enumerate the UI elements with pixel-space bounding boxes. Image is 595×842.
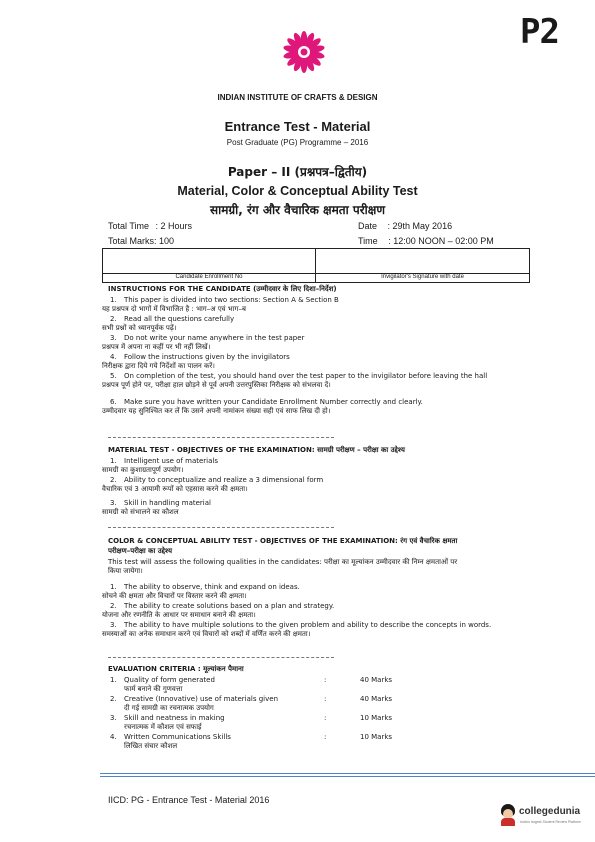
evaluation-heading: EVALUATION CRITERIA : मूल्यांकन पैमाना bbox=[108, 665, 244, 673]
signature-field[interactable] bbox=[316, 249, 527, 272]
watermark-tagline: India's largest Student Review Platform bbox=[520, 820, 581, 824]
item-text-en: Skill and neatness in making bbox=[124, 714, 225, 722]
item-text-hi: सोचने की क्षमता और विचारों पर विस्तार करने की क्षमता। bbox=[102, 592, 247, 600]
item-text-en: Do not write your name anywhere in the test paper bbox=[124, 334, 305, 342]
color-item bbox=[102, 621, 530, 639]
item-text-en: The ability to create solutions based on a plan and strategy. bbox=[124, 602, 335, 610]
item-marks: 40 Marks bbox=[360, 676, 393, 684]
item-number: 4. bbox=[110, 733, 117, 741]
item-text-en: The ability to observe, think and expand on ideas. bbox=[124, 583, 300, 591]
evaluation-item bbox=[110, 733, 530, 751]
item-text-hi: सामग्री का कुशाग्रतापूर्ण उपयोग। bbox=[102, 466, 184, 474]
collegedunia-watermark bbox=[498, 802, 595, 832]
programme: Post Graduate (PG) Programme – 2016 bbox=[226, 138, 369, 147]
item-number: 1. bbox=[110, 583, 117, 591]
iicd-logo-icon bbox=[282, 30, 326, 74]
item-text-en: Written Communications Skills bbox=[124, 733, 231, 741]
item-text-hi: फार्म बनाने की गुणवत्ता bbox=[124, 685, 183, 693]
material-heading: MATERIAL TEST - OBJECTIVES OF THE EXAMINATION: सामग्री परीक्षण – परीक्षा का उद्देश्य bbox=[108, 446, 405, 454]
item-text-hi: सभी प्रश्नों को ध्यानपूर्वक पढ़ें। bbox=[102, 324, 177, 332]
paper-badge: P2 bbox=[520, 12, 559, 52]
item-text-hi: यह प्रश्नपत्र दो भागों में विभाजित है : भाग–अ एवं भाग–ब bbox=[102, 305, 246, 313]
item-colon: : bbox=[324, 733, 327, 741]
item-text-hi: वैचारिक एवं 3 आयामी रूपों को एहसास करने की क्षमता। bbox=[102, 485, 248, 493]
enrollment-label: Candidate Enrollment No bbox=[175, 274, 243, 280]
evaluation-item bbox=[110, 676, 530, 694]
material-item bbox=[102, 499, 530, 517]
footer-text: IICD: PG - Entrance Test - Material 2016 bbox=[108, 795, 270, 805]
item-text-en: On completion of the test, you should hand over the test paper to the invigilator before leaving the hall bbox=[124, 372, 488, 380]
color-intro: This test will assess the following qualities in the candidates: परीक्षा का मूल्यांकन उम्मीदवार की निम्न क्षमताओं पर bbox=[108, 558, 458, 566]
evaluation-item bbox=[110, 695, 530, 713]
item-text-en: Ability to conceptualize and realize a 3 dimensional form bbox=[124, 476, 324, 484]
item-text-hi: योजना और रणनीति के आधार पर समाधान बनाने की क्षमता। bbox=[102, 611, 256, 619]
item-number: 4. bbox=[110, 353, 117, 361]
item-number: 1. bbox=[110, 457, 117, 465]
item-text-hi: समस्याओं का अनेक समाधान करने एवं विचारों को शब्दों में वर्णित करने की क्षमता। bbox=[102, 630, 311, 638]
institute-name: INDIAN INSTITUTE OF CRAFTS & DESIGN bbox=[217, 93, 378, 102]
item-text-en: Skill in handling material bbox=[124, 499, 211, 507]
session-label: Time bbox=[358, 236, 378, 246]
footer-rule bbox=[100, 773, 595, 774]
session-row bbox=[358, 236, 494, 246]
item-number: 2. bbox=[110, 315, 117, 323]
item-marks: 10 Marks bbox=[360, 714, 393, 722]
divider bbox=[108, 657, 334, 658]
divider bbox=[108, 437, 334, 438]
signature-label: Invigilator's Signature with date bbox=[381, 274, 464, 280]
session-value: : 12:00 NOON – 02:00 PM bbox=[388, 236, 494, 246]
item-number: 2. bbox=[110, 695, 117, 703]
item-text-en: Creative (Innovative) use of materials given bbox=[124, 695, 278, 703]
item-text-en: Read all the questions carefully bbox=[124, 315, 235, 323]
mascot-icon bbox=[498, 804, 518, 826]
item-text-hi: उम्मीदवार यह सुनिश्चित कर लें कि उसने अपनी नामांकन संख्या सही एवं साफ लिख दी हो। bbox=[102, 407, 331, 415]
item-number: 6. bbox=[110, 398, 117, 406]
date-row bbox=[358, 221, 452, 231]
item-text-en: Quality of form generated bbox=[124, 676, 215, 684]
item-text-hi: सामग्री को संभालने का कौशल bbox=[102, 508, 179, 516]
paper-number: Paper – II (प्रश्नपत्र–द्वितीय) bbox=[227, 165, 368, 179]
item-text-en: Make sure you have written your Candidate Enrollment Number correctly and clearly. bbox=[124, 398, 423, 406]
watermark-brand: collegedunia bbox=[519, 806, 581, 817]
time-value: : 2 Hours bbox=[155, 221, 193, 231]
instructions-heading: INSTRUCTIONS FOR THE CANDIDATE (उम्मीदवार के लिए दिशा–निर्देश) bbox=[108, 285, 337, 293]
item-number: 2. bbox=[110, 602, 117, 610]
item-text-hi: निरीक्षक द्वारा दिये गये निर्देशों का पालन करें। bbox=[102, 362, 215, 370]
item-text-en: The ability to have multiple solutions to the given problem and ability to describe the concepts in words. bbox=[124, 621, 492, 629]
time-label: Total Time bbox=[108, 221, 150, 231]
instructions-item bbox=[102, 353, 530, 371]
item-text-hi: प्रश्नपत्र पूर्ण होने पर, परीक्षा हाल छोड़ने से पूर्व अपनी उत्तरपुस्तिका निरीक्षक को संभलवा दें। bbox=[102, 381, 331, 389]
item-colon: : bbox=[324, 695, 327, 703]
evaluation-item bbox=[110, 714, 530, 732]
instructions-item bbox=[102, 334, 530, 352]
paper-title: Material, Color & Conceptual Ability Test bbox=[177, 184, 418, 198]
item-marks: 40 Marks bbox=[360, 695, 393, 703]
item-number: 1. bbox=[110, 676, 117, 684]
enrollment-field[interactable] bbox=[103, 249, 314, 272]
marks-row: Total Marks: 100 bbox=[108, 236, 175, 246]
item-number: 3. bbox=[110, 714, 117, 722]
instructions-item bbox=[102, 315, 530, 333]
color-heading: COLOR & CONCEPTUAL ABILITY TEST - OBJECTIVES OF THE EXAMINATION: रंग एवं वैचारिक क्षमता bbox=[108, 537, 458, 545]
color-item bbox=[102, 602, 530, 620]
item-text-hi: दी गई सामग्री का रचनात्मक उपयोग bbox=[124, 704, 214, 712]
color-intro-2: किया जायेगा। bbox=[108, 567, 143, 575]
color-heading-2: परीक्षण–परीक्षा का उद्देश्य bbox=[108, 547, 173, 555]
material-item bbox=[102, 476, 530, 494]
item-number: 5. bbox=[110, 372, 117, 380]
item-number: 3. bbox=[110, 499, 117, 507]
footer-rule bbox=[100, 776, 595, 777]
item-text-hi: प्रश्नपत्र में अपना ना कहीं पर भी नहीं लिखें। bbox=[102, 343, 211, 351]
item-text-en: Follow the instructions given by the invigilators bbox=[124, 353, 290, 361]
test-title: Entrance Test - Material bbox=[224, 119, 371, 134]
date-label: Date bbox=[358, 221, 378, 231]
item-colon: : bbox=[324, 714, 327, 722]
item-text-en: This paper is divided into two sections: Section A & Section B bbox=[124, 296, 339, 304]
item-text-en: Intelligent use of materials bbox=[124, 457, 218, 465]
paper-title-hindi: सामग्री, रंग और वैचारिक क्षमता परीक्षण bbox=[209, 203, 386, 217]
time-row bbox=[108, 221, 192, 231]
date-value: : 29th May 2016 bbox=[387, 221, 453, 231]
divider bbox=[108, 527, 334, 528]
item-number: 1. bbox=[110, 296, 117, 304]
material-item bbox=[102, 457, 530, 475]
item-number: 2. bbox=[110, 476, 117, 484]
item-marks: 10 Marks bbox=[360, 733, 393, 741]
instructions-item bbox=[102, 296, 530, 314]
instructions-item bbox=[102, 372, 530, 390]
instructions-item bbox=[102, 398, 530, 416]
color-item bbox=[102, 583, 530, 601]
item-colon: : bbox=[324, 676, 327, 684]
item-text-hi: रचनात्मक में कौशल एवं सफाई bbox=[124, 723, 202, 731]
item-number: 3. bbox=[110, 334, 117, 342]
item-text-hi: लिखित संचार कौशल bbox=[124, 742, 178, 750]
enrollment-label-bar bbox=[102, 273, 530, 283]
item-number: 3. bbox=[110, 621, 117, 629]
